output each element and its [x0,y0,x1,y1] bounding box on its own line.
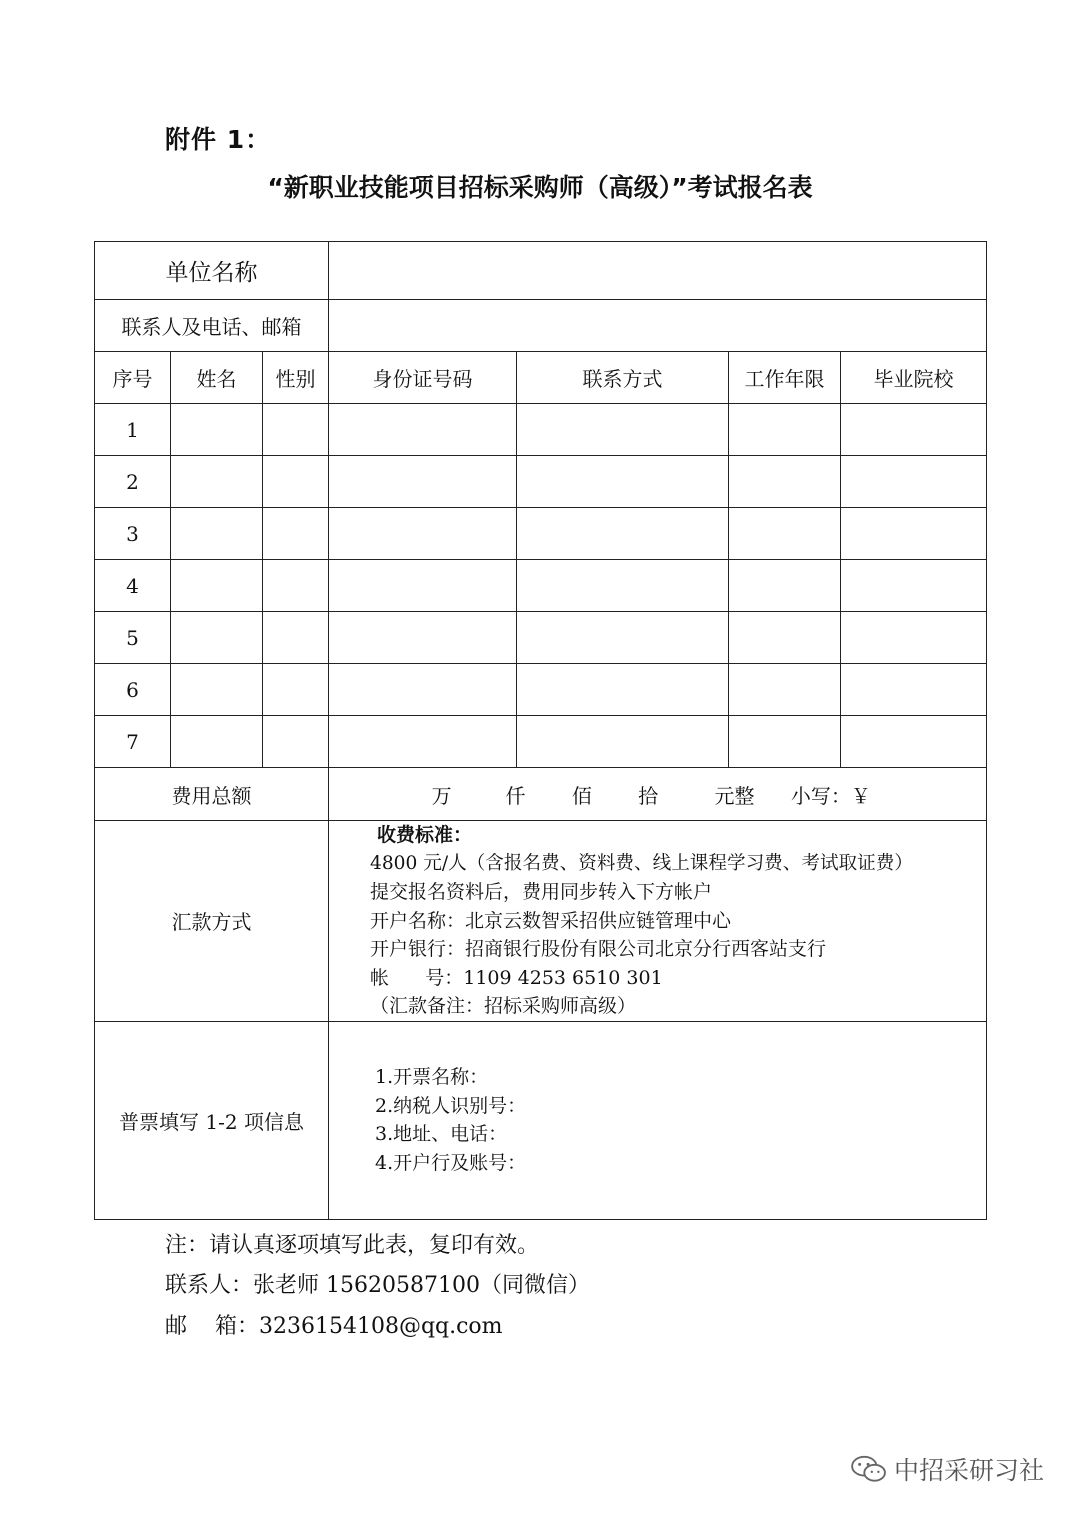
remit-account-name: 开户名称：北京云数智采招供应链管理中心 [370,909,732,932]
row-number: 6 [95,664,171,716]
footer-note: 注：请认真逐项填写此表，复印有效。 [165,1233,540,1258]
cell-school[interactable] [841,404,987,456]
watermark [850,1451,1044,1487]
cell-contact[interactable] [517,716,729,768]
footer-contact: 联系人：张老师 15620587100（同微信） [165,1273,590,1298]
contact-field[interactable] [329,300,987,352]
footer-email: 邮 箱：3236154108@qq.com [165,1314,503,1339]
cell-contact[interactable] [517,508,729,560]
account-number-value: 1109 4253 6510 301 [463,966,663,989]
cell-gender[interactable] [263,560,329,612]
table-row [95,456,987,508]
table-row [95,560,987,612]
cell-years[interactable] [729,404,841,456]
remit-account-number [370,964,986,993]
cell-id[interactable] [329,612,517,664]
invoice-item-2: 2.纳税人识别号： [375,1094,527,1117]
col-header-id: 身份证号码 [329,352,517,404]
table-row [95,612,987,664]
unit-name-label: 单位名称 [95,242,329,300]
col-header-contact: 联系方式 [517,352,729,404]
cell-school[interactable] [841,560,987,612]
cell-years[interactable] [729,664,841,716]
row-number: 4 [95,560,171,612]
invoice-item-3: 3.地址、电话： [375,1123,508,1145]
remit-bank: 开户银行：招商银行股份有限公司北京分行西客站支行 [370,938,827,960]
contact-label: 联系人及电话、邮箱 [95,300,329,352]
cell-school[interactable] [841,716,987,768]
cell-name[interactable] [171,456,263,508]
cell-years[interactable] [729,716,841,768]
table-header-row [95,352,987,404]
remit-memo: （汇款备注：招标采购师高级） [370,995,637,1017]
cell-contact[interactable] [517,560,729,612]
cell-id[interactable] [329,404,517,456]
cell-gender[interactable] [263,508,329,560]
cell-years[interactable] [729,456,841,508]
invoice-info [329,1021,987,1219]
col-header-years: 工作年限 [729,352,841,404]
cell-name[interactable] [171,716,263,768]
cell-contact[interactable] [517,664,729,716]
row-number: 3 [95,508,171,560]
registration-form [94,241,987,1220]
cell-years[interactable] [729,508,841,560]
table-row [95,716,987,768]
fee-small: 小写：￥ [790,783,871,808]
cell-gender[interactable] [263,456,329,508]
cell-id[interactable] [329,508,517,560]
row-number: 7 [95,716,171,768]
cell-contact[interactable] [517,404,729,456]
attachment-label: 附件 1： [165,125,272,154]
cell-school[interactable] [841,508,987,560]
cell-contact[interactable] [517,456,729,508]
watermark-text: 中招采研习社 [893,1456,1044,1485]
fee-qian: 仟 [505,783,526,808]
invoice-label: 普票填写 1-2 项信息 [95,1021,329,1219]
fee-yuan: 元整 [714,783,755,808]
remit-method-info [329,821,987,1022]
account-number-label: 帐 号： [370,966,464,989]
cell-years[interactable] [729,560,841,612]
table-row [95,664,987,716]
wechat-icon [850,1454,888,1484]
cell-id[interactable] [329,716,517,768]
remit-price: 4800 元/人（含报名费、资料费、线上课程学习费、考试取证费） [370,852,913,874]
row-number: 1 [95,404,171,456]
remit-method-label: 汇款方式 [95,821,329,1022]
fee-shi: 拾 [638,783,659,808]
fee-total-field[interactable] [329,768,987,821]
cell-id[interactable] [329,456,517,508]
cell-id[interactable] [329,664,517,716]
fee-wan: 万 [431,783,452,808]
cell-years[interactable] [729,612,841,664]
cell-name[interactable] [171,560,263,612]
cell-gender[interactable] [263,664,329,716]
unit-name-field[interactable] [329,242,987,300]
cell-gender[interactable] [263,404,329,456]
cell-id[interactable] [329,560,517,612]
remit-heading: 收费标准： [377,824,473,846]
cell-gender[interactable] [263,716,329,768]
col-header-gender: 性别 [263,352,329,404]
invoice-item-1: 1.开票名称： [375,1066,489,1088]
fee-total-label: 费用总额 [95,768,329,821]
col-header-name: 姓名 [171,352,263,404]
remit-transfer-note: 提交报名资料后，费用同步转入下方帐户 [370,881,713,903]
col-header-seq: 序号 [95,352,171,404]
col-header-school: 毕业院校 [841,352,987,404]
table-row [95,508,987,560]
cell-contact[interactable] [517,612,729,664]
table-row [95,404,987,456]
row-number: 5 [95,612,171,664]
cell-name[interactable] [171,404,263,456]
cell-school[interactable] [841,456,987,508]
cell-name[interactable] [171,508,263,560]
row-number: 2 [95,456,171,508]
cell-school[interactable] [841,664,987,716]
cell-name[interactable] [171,664,263,716]
cell-school[interactable] [841,612,987,664]
cell-gender[interactable] [263,612,329,664]
fee-bai: 佰 [571,783,592,808]
form-title: “新职业技能项目招标采购师（高级）”考试报名表 [267,173,813,202]
invoice-item-4: 4.开户行及账号： [375,1151,527,1174]
cell-name[interactable] [171,612,263,664]
